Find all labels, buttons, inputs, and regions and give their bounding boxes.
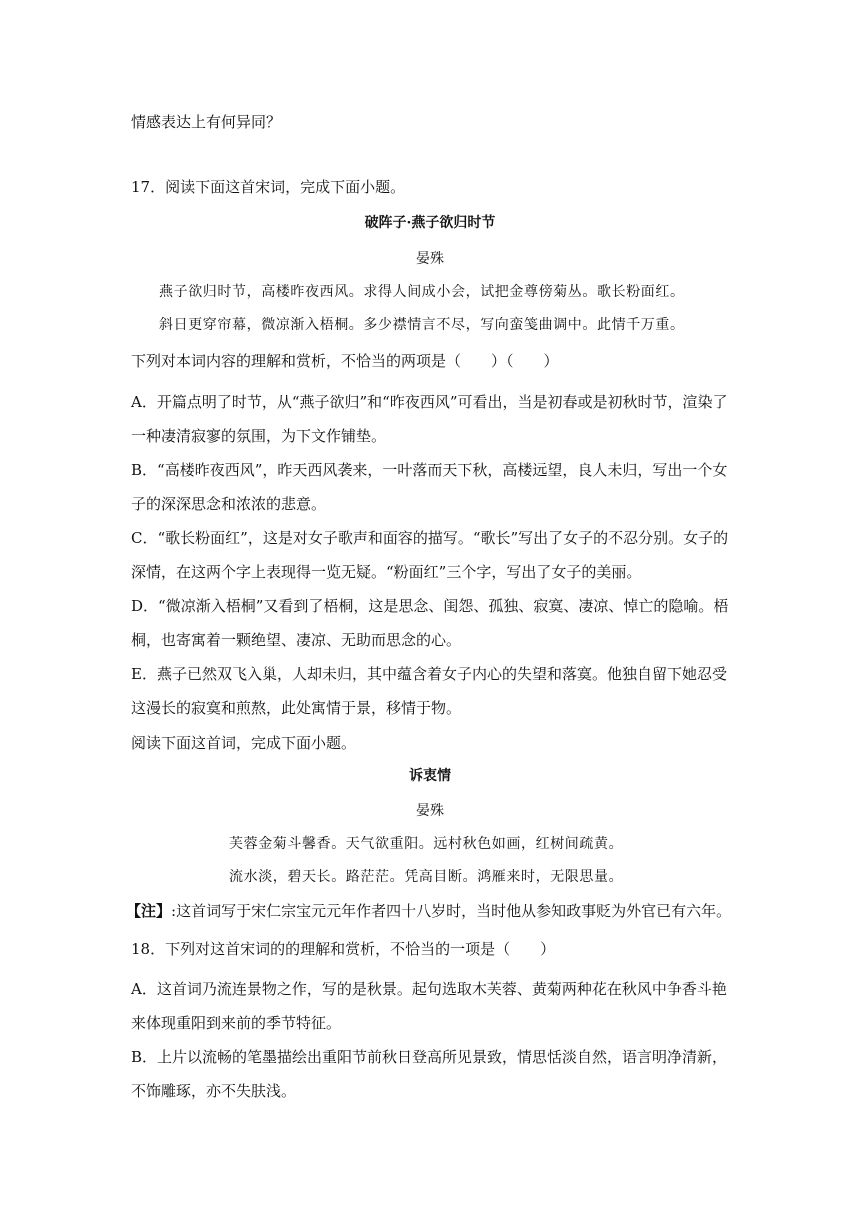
q18-option-b-line-2: 不饰雕琢，亦不失肤浅。 [131,1082,297,1100]
q18-author: 晏殊 [416,803,444,819]
note-text: :这首词写于宋仁宗宝元元年作者四十八岁时，当时他从参知政事贬为外官已有六年。 [171,902,732,920]
q18-poem-title: 诉衷情 [409,768,451,784]
q18-option-b-line-1: B．上片以流畅的笔墨描绘出重阳节前秋日登高所见景致，情思恬淡自然，语言明净清新， [131,1048,728,1066]
q18-intro-prompt: 阅读下面这首词，完成下面小题。 [131,734,357,752]
q17-option-a-line-1: A．开篇点明了时节，从“燕子欲归”和“昨夜西风”可看出，当是初春或是初秋时节，渲染了 [131,393,728,411]
q17-option-b-line-2: 子的深深思念和浓浓的悲意。 [131,495,327,513]
q17-option-e-line-2: 这漫长的寂寞和煎熬，此处寓情于景，移情于物。 [131,699,462,717]
q17-poem-line-2: 斜日更穿帘幕，微凉渐入梧桐。多少襟情言不尽，写向蛮笺曲调中。此情千万重。 [159,317,685,333]
q17-poem-line-1: 燕子欲归时节，高楼昨夜西风。求得人间成小会，试把金尊傍菊丛。歌长粉面红。 [159,284,685,300]
q17-option-a-line-2: 一种凄清寂寥的氛围，为下文作铺垫。 [131,427,387,445]
q18-poem-line-2: 流水淡，碧天长。路茫茫。凭高目断。鸿雁来时，无限思量。 [229,869,624,885]
q17-option-c-line-2: 深情，在这两个字上表现得一览无疑。“粉面红”三个字，写出了女子的美丽。 [131,563,642,581]
q17-option-e-line-1: E．燕子已然双飞入巢，人却未归，其中蕴含着女子内心的失望和落寞。他独自留下她忍受 [131,665,727,683]
q17-option-d-line-1: D．“微凉渐入梧桐”又看到了梧桐，这是思念、闺怨、孤独、寂寞、凄凉、悼亡的隐喻。梧 [131,597,729,615]
q17-poem-title: 破阵子·燕子欲归时节 [364,215,496,231]
intro-tail-text: 情感表达上有何异同？ [131,113,282,131]
q17-option-d-line-2: 桐，也寄寓着一颗绝望、凄凉、无助而思念的心。 [131,631,462,649]
q18-question: 18．下列对这首宋词的的理解和赏析，不恰当的一项是（ ） [131,940,556,958]
q17-option-c-line-1: C．“歌长粉面红”，这是对女子歌声和面容的描写。“歌长”写出了女子的不忍分别。女子的 [131,529,729,547]
q18-option-a-line-2: 来体现重阳到来前的季节特征。 [131,1014,342,1032]
q17-question: 下列对本词内容的理解和赏析，不恰当的两项是（ ）（ ） [131,352,559,370]
q17-option-b-line-1: B．“高楼昨夜西风”，昨天西风袭来，一叶落而天下秋，高楼远望，良人未归，写出一个女 [131,461,728,479]
q18-note [126,901,731,921]
note-label: 【注】 [126,902,172,920]
q17-prompt: 17．阅读下面这首宋词，完成下面小题。 [131,178,406,196]
q17-author: 晏殊 [416,251,444,267]
q18-option-a-line-1: A．这首词乃流连景物之作，写的是秋景。起句选取木芙蓉、黄菊两种花在秋风中争香斗艳 [131,980,727,998]
q18-poem-line-1: 芙蓉金菊斗馨香。天气欲重阳。远村秋色如画，红树间疏黄。 [229,836,624,852]
